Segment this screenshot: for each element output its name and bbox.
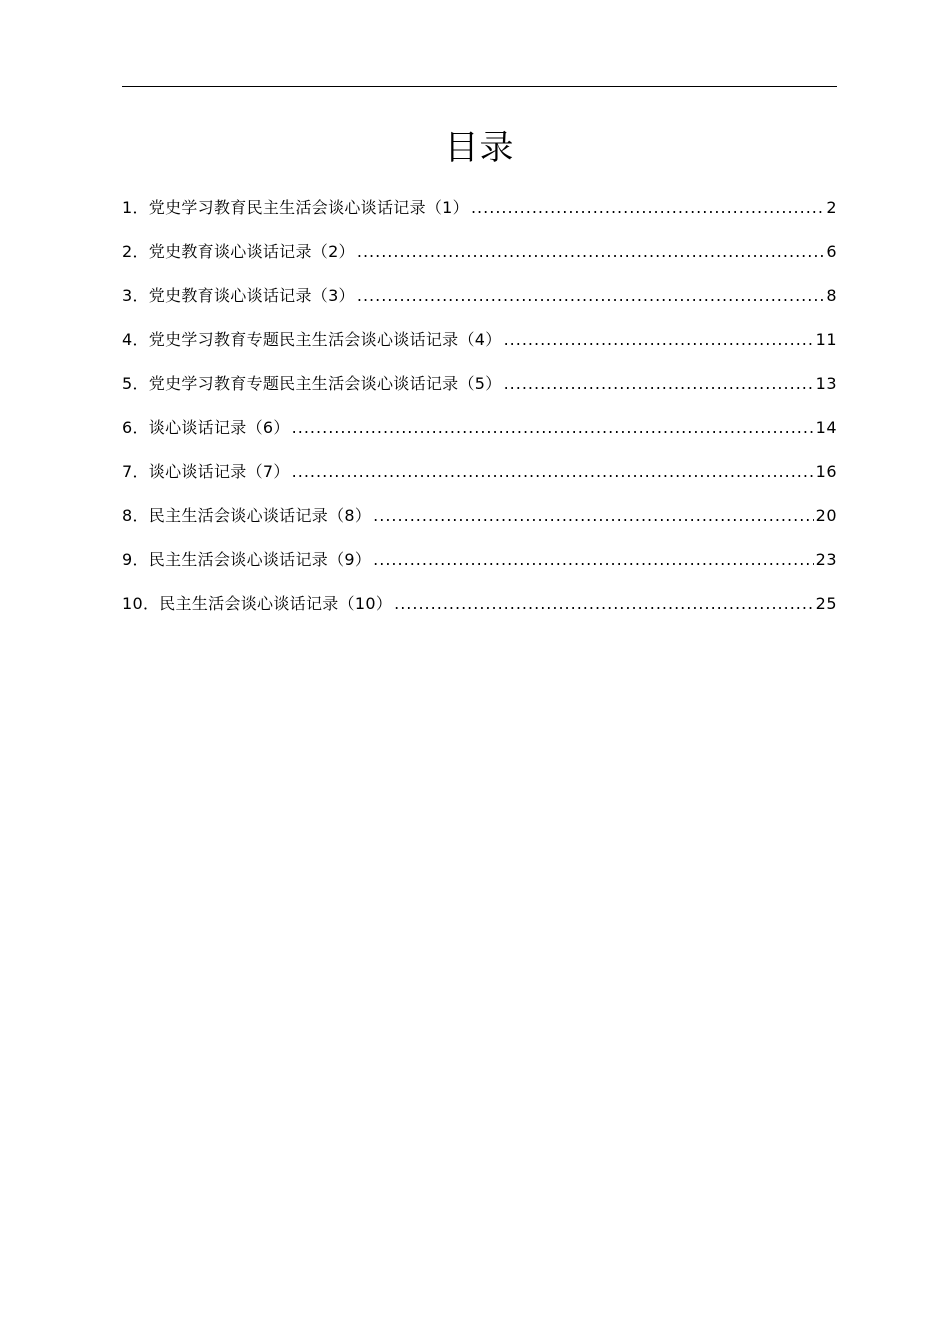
toc-entry-text: 6．谈心谈话记录（6） (122, 418, 290, 437)
toc-entry-text: 1．党史学习教育民主生活会谈心谈话记录（1） (122, 198, 469, 217)
toc-entry-page: 23 (815, 550, 837, 569)
toc-leader-dots (373, 548, 813, 572)
toc-entry-text: 9．民主生活会谈心谈话记录（9） (122, 550, 372, 569)
toc-entry-page: 11 (815, 330, 837, 349)
toc-entry-page: 25 (815, 594, 837, 613)
toc-entry[interactable] (122, 592, 837, 636)
toc-leader-dots (357, 284, 824, 308)
toc-entry[interactable] (122, 372, 837, 416)
toc-entry-text: 7．谈心谈话记录（7） (122, 462, 290, 481)
toc-leader-dots (373, 504, 813, 528)
toc-entry-text: 5．党史学习教育专题民主生活会谈心谈话记录（5） (122, 374, 502, 393)
toc-entry[interactable] (122, 504, 837, 548)
toc-entry[interactable] (122, 460, 837, 504)
toc-entry-page: 13 (815, 374, 837, 393)
toc-entry[interactable] (122, 284, 837, 328)
toc-entry-text: 2．党史教育谈心谈话记录（2） (122, 242, 355, 261)
toc-leader-dots (394, 592, 814, 616)
toc-entry-text: 3．党史教育谈心谈话记录（3） (122, 286, 355, 305)
toc-entry-page: 6 (826, 242, 837, 261)
toc-entry[interactable] (122, 328, 837, 372)
toc-leader-dots (292, 460, 814, 484)
toc-entry-text: 4．党史学习教育专题民主生活会谈心谈话记录（4） (122, 330, 502, 349)
toc-leader-dots (504, 328, 814, 352)
toc-title: 目录 (444, 128, 515, 168)
toc-entry-page: 14 (815, 418, 837, 437)
toc-entry-page: 16 (815, 462, 837, 481)
toc-entry-text: 10．民主生活会谈心谈话记录（10） (122, 594, 393, 613)
toc-entry[interactable] (122, 548, 837, 592)
toc-entry-page: 8 (826, 286, 837, 305)
toc-entry[interactable] (122, 416, 837, 460)
toc-leader-dots (504, 372, 814, 396)
toc-leader-dots (292, 416, 814, 440)
toc-leader-dots (471, 196, 824, 220)
toc-entry-text: 8．民主生活会谈心谈话记录（8） (122, 506, 372, 525)
toc-list (122, 196, 837, 636)
toc-leader-dots (357, 240, 824, 264)
toc-entry[interactable] (122, 196, 837, 240)
toc-entry-page: 20 (815, 506, 837, 525)
toc-entry[interactable] (122, 240, 837, 284)
toc-entry-page: 2 (826, 198, 837, 217)
header-rule (122, 86, 837, 87)
